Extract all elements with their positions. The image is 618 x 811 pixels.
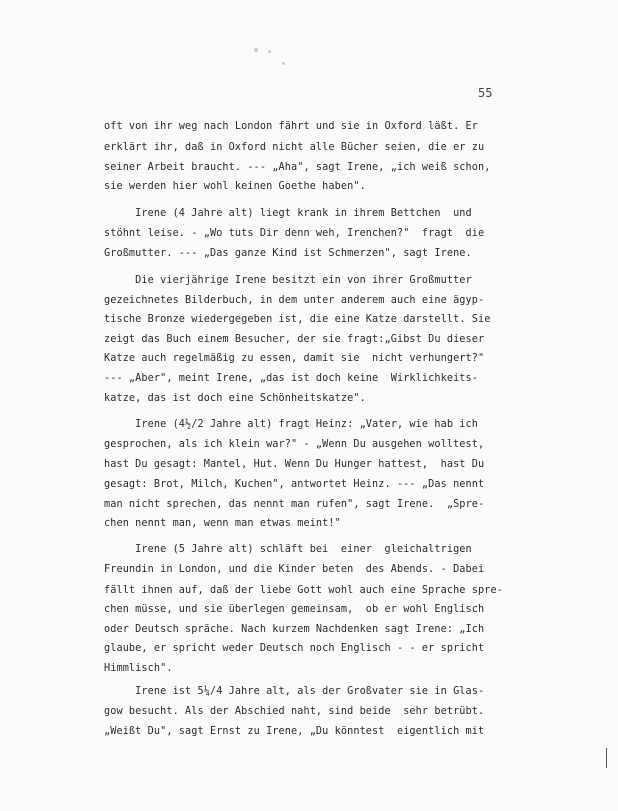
text-line: gesprochen, als ich klein war?" - „Wenn Du ausgehen wolltest, [104,439,485,450]
text-line: man nicht sprechen, das nennt man rufen", sagt Irene. „Spre- [104,499,485,510]
text-line: chen nennt man, wenn man etwas meint!" [104,518,341,529]
text-line: sie werden hier wohl keinen Goethe haben". [104,181,366,192]
scan-speck [268,50,271,53]
scan-edge-mark [606,748,607,768]
text-line: --- „Aber", meint Irene, „das ist doch keine Wirklichkeits- [104,373,479,384]
text-line: gezeichnetes Bilderbuch, in dem unter anderem auch eine ägyp- [104,295,485,306]
text-line: oder Deutsch spräche. Nach kurzem Nachdenken sagt Irene: „Ich [104,624,485,635]
text-line: fällt ihnen auf, daß der liebe Gott wohl auch eine Sprache spre- [104,585,503,596]
text-line: Himmlisch". [104,663,173,674]
text-line: stöhnt leise. - „Wo tuts Dir denn weh, Irenchen?" fragt die [104,228,485,239]
scan-speck [254,48,258,52]
text-line: katze, das ist doch eine Schönheitskatze". [104,393,366,404]
text-line: Die vierjährige Irene besitzt ein von ihrer Großmutter [104,275,472,286]
text-line: seiner Arbeit braucht. --- „Aha", sagt Irene, „ich weiß schon, [104,162,491,173]
text-line: erklärt ihr, daß in Oxford nicht alle Bücher seien, die er zu [104,142,485,153]
text-line: Irene (4 Jahre alt) liegt krank in ihrem Bettchen und [104,208,472,219]
text-line: Großmutter. --- „Das ganze Kind ist Schmerzen", sagt Irene. [104,248,472,259]
page-number: 55 [478,86,493,100]
text-line: Freundin in London, und die Kinder beten des Abends. - Dabei [104,564,485,575]
text-line: gow besucht. Als der Abschied naht, sind beide sehr betrübt. [104,706,485,717]
text-line: gesagt: Brot, Milch, Kuchen", antwortet Heinz. --- „Das nennt [104,479,485,490]
text-line: glaube, er spricht weder Deutsch noch Englisch - - er spricht [104,643,485,654]
text-line: Irene (5 Jahre alt) schläft bei einer gleichaltrigen [104,544,472,555]
text-line: „Weißt Du", sagt Ernst zu Irene, „Du könntest eigentlich mit [104,726,485,737]
text-line: zeigt das Buch einem Besucher, der sie fragt:„Gibst Du dieser [104,334,485,345]
text-line: chen müsse, und sie überlegen gemeinsam, ob er wohl Englisch [104,604,485,615]
text-line: hast Du gesagt: Mantel, Hut. Wenn Du Hunger hattest, hast Du [104,459,485,470]
text-line: Katze auch regelmäßig zu essen, damit sie nicht verhungert?" [104,353,485,364]
text-line: Irene ist 5¼/4 Jahre alt, als der Großvater sie in Glas- [104,686,485,697]
text-line: oft von ihr weg nach London fährt und sie in Oxford läßt. Er [104,121,479,132]
scan-speck [282,62,285,65]
text-line: Irene (4½/2 Jahre alt) fragt Heinz: „Vater, wie hab ich [104,419,479,430]
text-line: tische Bronze wiedergegeben ist, die eine Katze darstellt. Sie [104,314,491,325]
